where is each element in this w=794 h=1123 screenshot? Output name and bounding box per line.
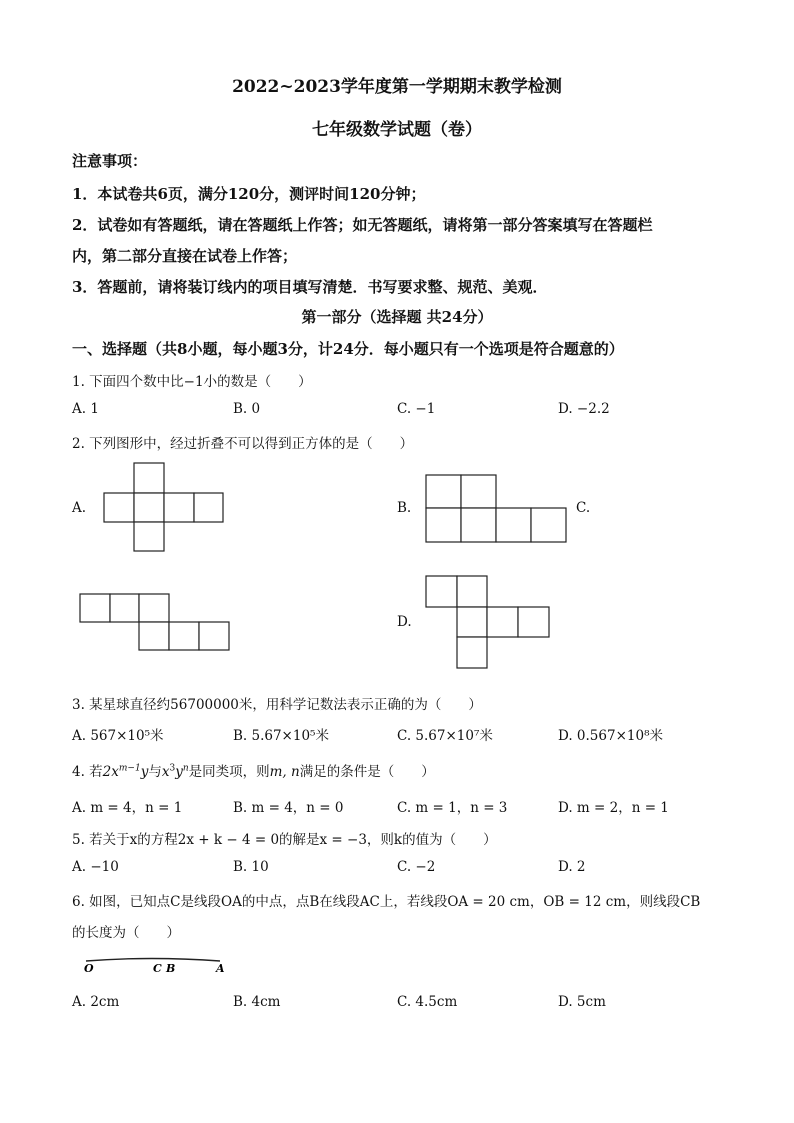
q2-label-b: B. [397,500,412,516]
section1-heading: 一、选择题（共8小题，每小题3分，计24分．每小题只有一个选项是符合题意的） [72,340,624,358]
q4-option-b: B. m = 4，n = 0 [233,800,344,816]
q6-option-a: A. 2cm [72,994,120,1010]
q5-option-a: A. −10 [72,859,119,875]
q5-option-c: C. −2 [397,859,436,875]
q6-stem-line2: 的长度为（ ） [72,925,180,941]
q4-y2: y [175,764,183,780]
q2-stem: 2. 下列图形中，经过折叠不可以得到正方体的是（ ） [72,436,414,452]
q6-option-c: C. 4.5cm [397,994,458,1010]
point-label-a: A [216,962,225,975]
q5-option-b: B. 10 [233,859,269,875]
q4-option-c: C. m = 1，n = 3 [397,800,508,816]
q4-stem-post: 是同类项，则 [188,764,270,780]
q4-sup1: m−1 [118,763,141,774]
q5-stem: 5. 若关于x的方程2x + k − 4 = 0的解是x = −3，则k的值为（ ） [72,832,497,848]
q1-option-c: C. −1 [397,401,436,417]
point-label-c: C [153,962,162,975]
q3-stem: 3. 某星球直径约56700000米，用科学记数法表示正确的为（ ） [72,697,482,713]
q3-option-b: B. 5.67×10⁵米 [233,728,329,744]
q6-option-b: B. 4cm [233,994,281,1010]
notes-item-2b: 内，第二部分直接在试卷上作答； [72,247,298,265]
q1-option-d: D. −2.2 [558,401,610,417]
part1-heading: 第一部分（选择题 共24分） [301,308,493,326]
q4-option-a: A. m = 4，n = 1 [72,800,183,816]
q4-stem-pre: 4. 若 [72,764,103,780]
q4-vars: m, n [269,764,300,780]
q6-option-d: D. 5cm [558,994,606,1010]
q1-stem: 1. 下面四个数中比−1小的数是（ ） [72,374,312,390]
q4-y1: y [140,764,149,780]
q6-stem-line1: 6. 如图，已知点C是线段OA的中点，点B在线段AC上，若线段OA = 20 cm，OB = 12 cm，则线段CB [72,894,701,910]
q4-expr2: x [161,764,170,780]
q1-option-b: B. 0 [233,401,261,417]
notes-heading: 注意事项： [72,152,148,170]
q3-option-c: C. 5.67×10⁷米 [397,728,493,744]
point-label-o: O [84,962,94,975]
q4-option-d: D. m = 2，n = 1 [558,800,669,816]
q2-label-d: D. [397,614,412,630]
q4-with: 与 [148,764,162,780]
q3-option-a: A. 567×10⁵米 [72,728,164,744]
point-label-b: B [166,962,176,975]
q1-option-a: A. 1 [72,401,99,417]
q2-label-c: C. [576,500,591,516]
segment-oa [86,959,220,962]
q2-label-a: A. [72,500,87,516]
q3-option-d: D. 0.567×10⁸米 [558,728,663,744]
exam-title: 2022~2023学年度第一学期期末教学检测 [232,77,562,97]
q5-option-d: D. 2 [558,859,586,875]
notes-item-3: 3．答题前，请将装订线内的项目填写清楚．书写要求整、规范、美观． [72,278,548,296]
q4-stem-end: 满足的条件是（ ） [299,764,435,780]
notes-item-1: 1．本试卷共6页，满分120分，测评时间120分钟； [72,185,426,203]
notes-item-2a: 2．试卷如有答题纸，请在答题纸上作答；如无答题纸，请将第一部分答案填写在答题栏 [72,216,653,234]
q4-sup3: n [182,763,189,774]
exam-subtitle: 七年级数学试题（卷） [312,120,482,140]
q4-expr1: 2x [102,764,119,780]
q4-sup2: 3 [169,763,176,774]
